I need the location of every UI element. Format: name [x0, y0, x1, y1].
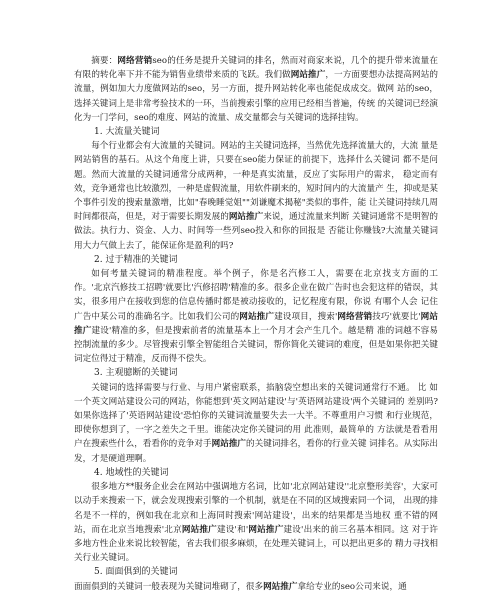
keyword-bold: 网站推广 [263, 581, 298, 592]
body-text: 建设项目，搜索' [274, 311, 338, 322]
abstract-text: seo的任务是提升关键词的排名，然而对商家来说，几个的提升带来流量在有限的转化率下并不能为销售业绩带来质的飞跃。我们做 [74, 56, 438, 81]
body-text: 建设'精准的多，但是搜索前者的流量基本上一个月才会产生几个。越是精 准的词越不容易控制流量的多少。尽管搜索引擎全智能组合关键词，帮你简化关键词的难度，但是如果你把关键词定位得过于精准，反而得不偿失。 [74, 325, 438, 365]
body-text: 关键词的选择需要与行业、与用户紧密联系，掐脑袋空想出来的关键词通常行不通。 比 如一个英文网站建设公司的网站，你能想到'英文网站建设'与'英语网站建设'两个关键词的 差别吗?如果你选择了'英语网站建设'恐怕你的关键词流量要失去一大半。不尊重用户习惯 和行业规范，即使你想到了，一字之差失之千里。谁能决定你关键词的用 此准则，最简单的 方法就是看看用户在搜索些什么，看看你的竞争对手 [74, 382, 438, 450]
section-heading-4: 4. 地域性的关键词 [94, 467, 169, 478]
body-text: 建设'出来的前三名基本相同。这 对于许多地方性企业来说比较智能，省去我们很多麻烦，在处理关键词上，可以把出更多的 精力寻找相关行业关键词。 [74, 524, 438, 564]
abstract-label: 摘要： [91, 56, 118, 66]
body-text: 面面俱到的关键词一般表现为关键词堆砌了，很多 [74, 581, 264, 592]
keyword-bold: 网站推广 [290, 70, 326, 81]
section-heading-5: 5. 面面俱到的关键词 [94, 567, 178, 578]
body-text: 拿给专业的seo公司来说，通 [297, 581, 407, 592]
section-heading-3: 3. 主观臆断的关键词 [94, 368, 178, 379]
body-text: 如何考量关键词的精准程度。举个例子，你是名汽修工人，需要在北京找支方面的工 作。'北京汽修技工招聘'就要比'汽修招聘'精准的多。很多企业在做广告时也会犯这样的错误，其实，很多用户在接收到您的信息传播时都是被动接收的，记忆程度有限，你说 有哪个人会 记住广告中某公司的准确名字。比如我们公司的 [74, 269, 438, 322]
section-paragraph-4 [74, 480, 438, 565]
keyword-bold: 网站推广 [74, 311, 438, 336]
body-text: 的关键词排名，看你的行业关键 词排名。从实际出发，才是硬道理啊。 [74, 439, 438, 464]
section-paragraph-3 [74, 381, 438, 466]
section-paragraph-5 [74, 580, 438, 594]
body-text: 来说，通过流量来判断 关键词通常不是明智的做法。执行力、资金、人力、时间等一些列seo投入和你的回报是 否能让你赚钱?大流量关键词用大力气做上去了，能保证你是盈利的吗? [74, 212, 438, 251]
keyword-bold: 网络营销 [117, 56, 153, 66]
section-paragraph-1 [74, 139, 438, 253]
keyword-bold: 网站推广 [211, 439, 247, 450]
body-text: 很多地方**服务企业会在网站中强调地方名词，比如'北京网站建设''北京整形美容'，大家可以动手来搜索一下，就会发现搜索引擎的一个机制，就是在不同的区域搜索同一个词， 出现的排名是不一样的，例如我在北京和上海同时搜索'网站建设'，出来的结果都是当地权 重不错的网站，而在北京当地搜索'北京 [74, 482, 438, 535]
body-text: 技巧'就要比' [372, 311, 421, 322]
section-heading-2: 2. 过于精准的关键词 [94, 254, 178, 265]
keyword-bold: 网站推广 [228, 212, 264, 223]
body-text: 建设'和' [216, 524, 249, 535]
keyword-bold: 网站推广 [248, 524, 284, 535]
abstract-text: ，一方面要想办法提高网站的流量，例如加大力度做网站的seo，另一方面，提升网站转化率也能促成成交。做网 站的seo，选择关键词上是非常考验技术的一环，当前搜索引擎的应用已经相当普遍，传统 的关键词已经演化为一门学问，seo的难度、网站的流量、成交量都会与关键词的选择挂钩。 [74, 70, 438, 123]
section-paragraph-2 [74, 267, 438, 366]
keyword-bold: 网络营销 [337, 311, 373, 322]
section-heading-1: 1. 大流量关键词 [94, 127, 160, 138]
keyword-bold: 网站推广 [239, 311, 275, 322]
keyword-bold: 网站推广 [181, 524, 217, 535]
abstract-paragraph [74, 54, 438, 125]
body-text: 每个行业都会有大流量的关键词。网站的主关键词选择，当然优先选择流量大的，大流 量是网站销售的基石。从这个角度上讲，只要在seo能力保证的前提下，选择什么关键词 都不是问题。然而大流量的关键词通常分成两种，一种是真实流量，反应了实际用户的需求， 稳定而有效，竞争通常也比较激烈，一种是虚假流量，用软件刷来的，短时间内的大流量产 生，抑或是某个事件引发的搜索量激增，比如"春晚睡觉姐""刘谦魔术揭秘"类似的事件，能 让关键词持续几周时间都很高，但是，对于需要长期发展的 [74, 141, 438, 223]
